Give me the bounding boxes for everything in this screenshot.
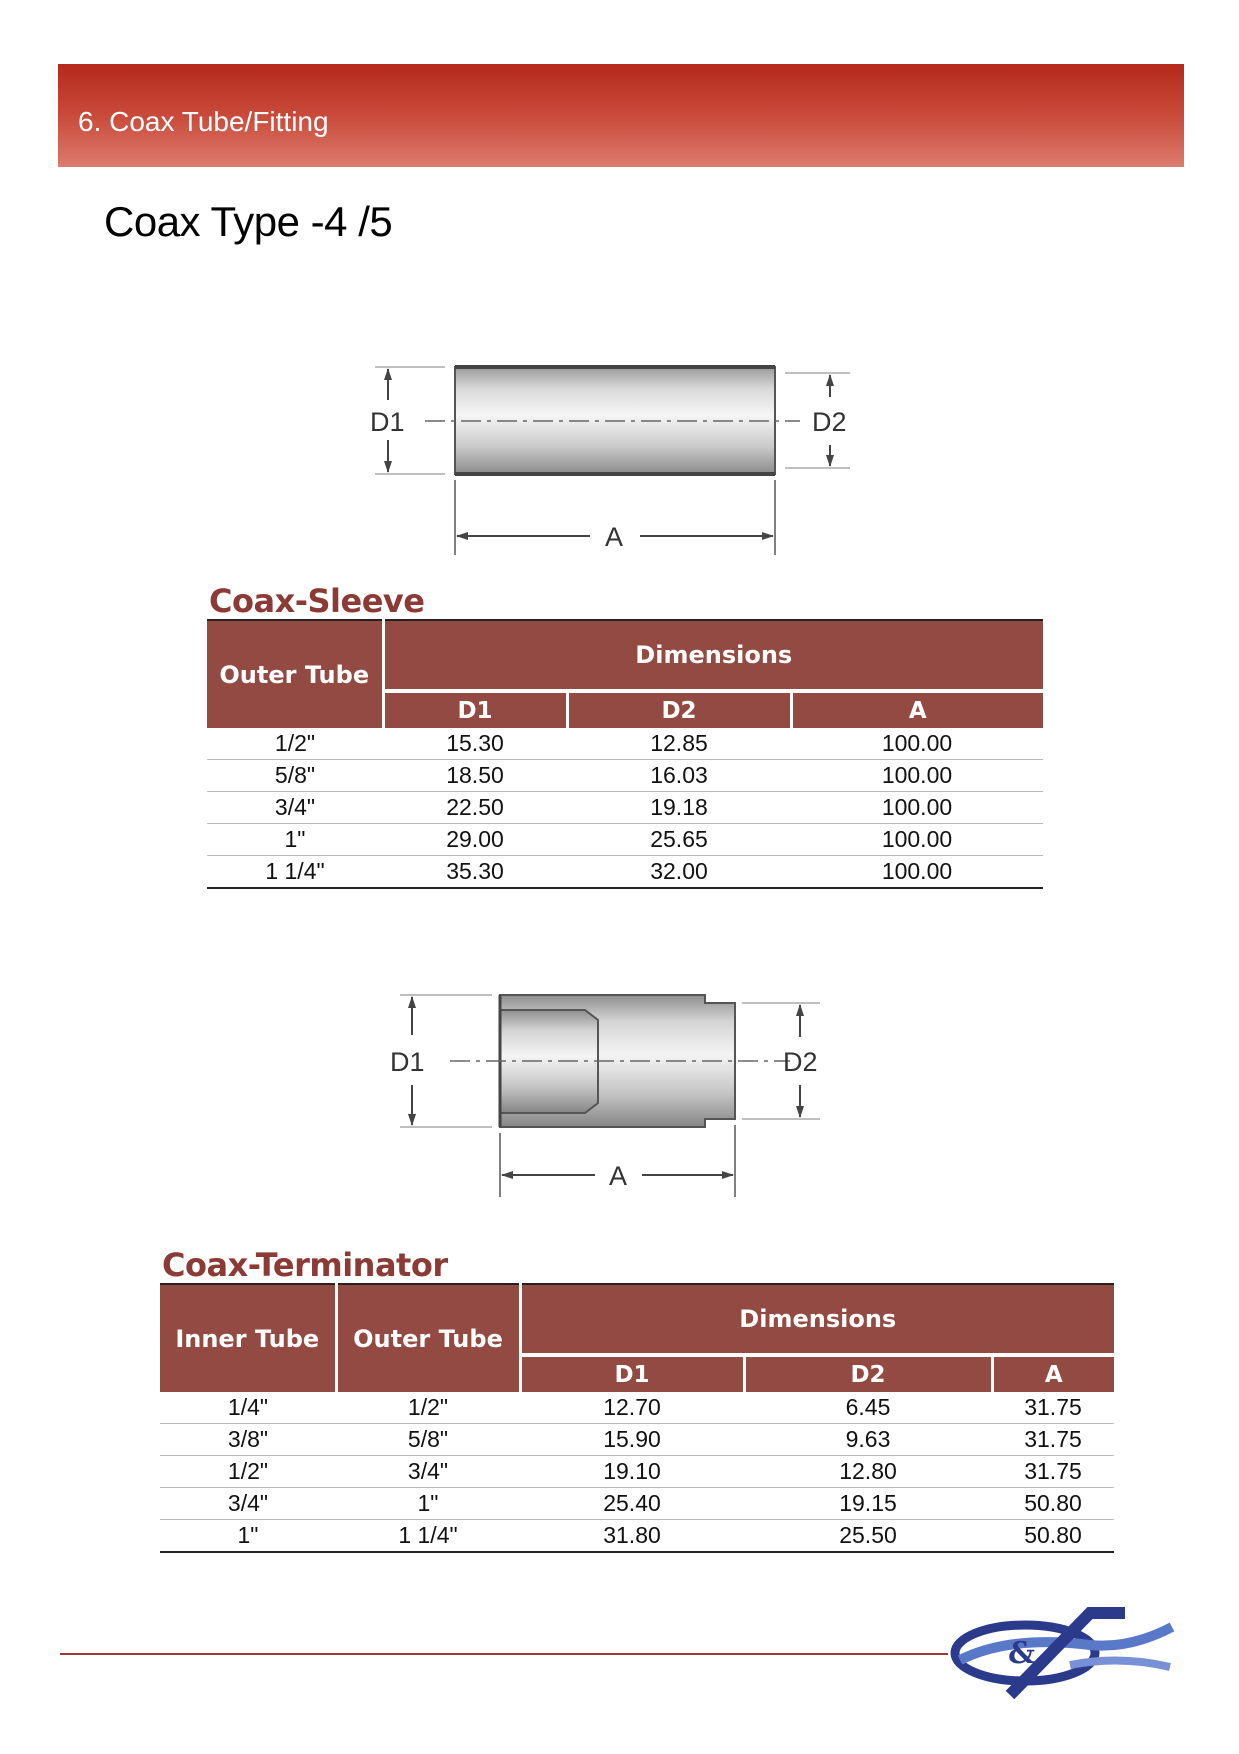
table-cell: 5/8": [207, 760, 383, 792]
table-row: [207, 856, 1043, 889]
table-row: [207, 824, 1043, 856]
table-cell: 1": [160, 1520, 336, 1553]
table-cell: 1 1/4": [336, 1520, 520, 1553]
sleeve-a-label: A: [605, 522, 624, 552]
table-cell: 25.65: [567, 824, 791, 856]
table-cell: 12.80: [744, 1456, 992, 1488]
table-cell: 1/2": [160, 1456, 336, 1488]
table-row: [207, 760, 1043, 792]
sleeve-header-dimensions: Dimensions: [383, 620, 1043, 691]
terminator-section-title: Coax-Terminator: [162, 1246, 448, 1284]
terminator-header-inner-tube: Inner Tube: [160, 1284, 336, 1392]
table-cell: 3/4": [207, 792, 383, 824]
table-cell: 16.03: [567, 760, 791, 792]
terminator-header-dimensions: Dimensions: [520, 1284, 1114, 1355]
company-logo: [950, 1605, 1175, 1705]
terminator-d2-label: D2: [783, 1047, 818, 1077]
table-row: [160, 1392, 1114, 1424]
sleeve-header-d2: D2: [567, 691, 791, 728]
table-row: [160, 1424, 1114, 1456]
table-cell: 1 1/4": [207, 856, 383, 889]
terminator-header-outer-tube: Outer Tube: [336, 1284, 520, 1392]
table-cell: 9.63: [744, 1424, 992, 1456]
sleeve-d2-label: D2: [812, 407, 847, 437]
table-cell: 3/8": [160, 1424, 336, 1456]
table-row: [160, 1520, 1114, 1553]
table-cell: 15.30: [383, 728, 567, 760]
table-row: [207, 792, 1043, 824]
sleeve-section-title: Coax-Sleeve: [209, 582, 425, 620]
table-cell: 35.30: [383, 856, 567, 889]
table-cell: 100.00: [791, 792, 1043, 824]
sleeve-header-outer-tube: Outer Tube: [207, 620, 383, 728]
table-row: [160, 1456, 1114, 1488]
table-cell: 1": [336, 1488, 520, 1520]
banner-title: 6. Coax Tube/Fitting: [78, 106, 329, 137]
table-cell: 100.00: [791, 728, 1043, 760]
terminator-a-label: A: [609, 1161, 628, 1191]
table-cell: 1/4": [160, 1392, 336, 1424]
table-cell: 19.10: [520, 1456, 744, 1488]
table-cell: 50.80: [992, 1488, 1114, 1520]
terminator-header-d2: D2: [744, 1355, 992, 1392]
sleeve-header-d1: D1: [383, 691, 567, 728]
table-cell: 19.18: [567, 792, 791, 824]
table-cell: 22.50: [383, 792, 567, 824]
terminator-d1-label: D1: [390, 1047, 425, 1077]
table-cell: 29.00: [383, 824, 567, 856]
terminator-header-a: A: [992, 1355, 1114, 1392]
sleeve-header-a: A: [791, 691, 1043, 728]
table-row: [160, 1488, 1114, 1520]
table-cell: 6.45: [744, 1392, 992, 1424]
section-banner: [58, 64, 1184, 167]
table-cell: 15.90: [520, 1424, 744, 1456]
page-title: Coax Type -4 /5: [104, 198, 393, 245]
table-cell: 1/2": [207, 728, 383, 760]
terminator-header-d1: D1: [520, 1355, 744, 1392]
terminator-drawing: [380, 985, 860, 1200]
table-cell: 32.00: [567, 856, 791, 889]
table-cell: 100.00: [791, 856, 1043, 889]
table-cell: 3/4": [160, 1488, 336, 1520]
table-cell: 25.50: [744, 1520, 992, 1553]
table-cell: 3/4": [336, 1456, 520, 1488]
footer-divider: [60, 1653, 948, 1655]
table-cell: 31.80: [520, 1520, 744, 1553]
table-cell: 31.75: [992, 1456, 1114, 1488]
table-cell: 5/8": [336, 1424, 520, 1456]
sleeve-table: [207, 619, 1043, 889]
table-cell: 12.70: [520, 1392, 744, 1424]
table-cell: 100.00: [791, 760, 1043, 792]
terminator-table: [160, 1283, 1114, 1553]
table-cell: 12.85: [567, 728, 791, 760]
table-cell: 1": [207, 824, 383, 856]
table-cell: 18.50: [383, 760, 567, 792]
table-cell: 19.15: [744, 1488, 992, 1520]
table-cell: 25.40: [520, 1488, 744, 1520]
table-cell: 31.75: [992, 1424, 1114, 1456]
sleeve-drawing: [360, 355, 860, 555]
table-cell: 31.75: [992, 1392, 1114, 1424]
sleeve-d1-label: D1: [370, 407, 405, 437]
table-cell: 50.80: [992, 1520, 1114, 1553]
table-row: [207, 728, 1043, 760]
svg-text:&: &: [1008, 1636, 1036, 1671]
table-cell: 100.00: [791, 824, 1043, 856]
table-cell: 1/2": [336, 1392, 520, 1424]
